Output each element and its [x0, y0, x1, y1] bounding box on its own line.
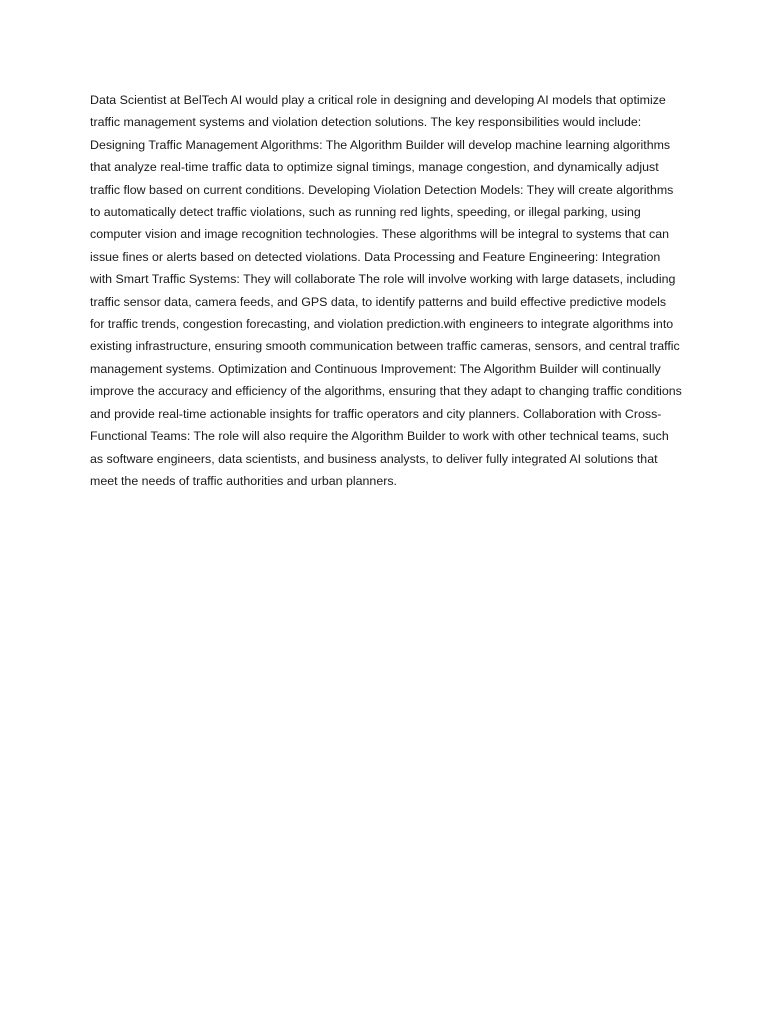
body-paragraph: Data Scientist at BelTech AI would play a critical role in designing and developing AI models that optimize traffic management systems and violation detection solutions. The key responsibilities would include: Designing Traffic Management Algorithms: The Algorithm Builder will develop machine learning algorithms that analyze real-time traffic data to optimize signal timings, manage congestion, and dynamically adjust traffic flow based on current conditions. Developing Violation Detection Models: They will create algorithms to automatically detect traffic violations, such as running red lights, speeding, or illegal parking, using computer vision and image recognition technologies. These algorithms will be integral to systems that can issue fines or alerts based on detected violations. Data Processing and Feature Engineering: Integration with Smart Traffic Systems: They will collaborate The role will involve working with large datasets, including traffic sensor data, camera feeds, and GPS data, to identify patterns and build effective predictive models for traffic trends, congestion forecasting, and violation prediction.with engineers to integrate algorithms into existing infrastructure, ensuring smooth communication between traffic cameras, sensors, and central traffic management systems. Optimization and Continuous Improvement: The Algorithm Builder will continually improve the accuracy and efficiency of the algorithms, ensuring that they adapt to changing traffic conditions and provide real-time actionable insights for traffic operators and city planners. Collaboration with Cross-Functional Teams: The role will also require the Algorithm Builder to work with other technical teams, such as software engineers, data scientists, and business analysts, to deliver fully integrated AI solutions that meet the needs of traffic authorities and urban planners. [90, 93, 682, 488]
